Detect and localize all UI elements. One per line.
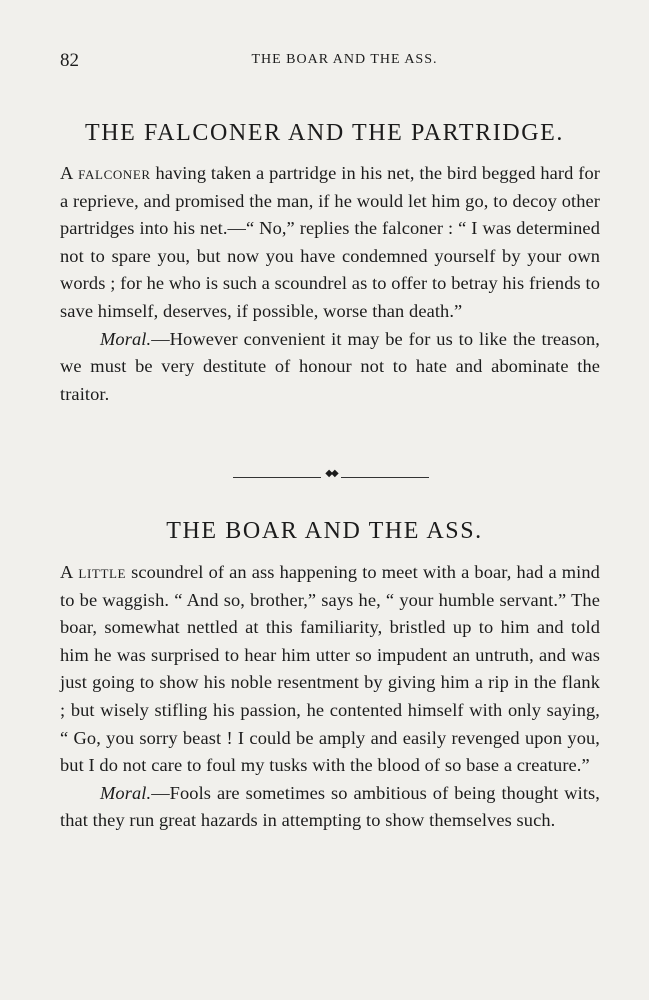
- moral-paragraph: [60, 780, 600, 835]
- divider-line-right: [341, 477, 429, 478]
- fable-body-falconer: [60, 160, 600, 408]
- moral-paragraph: [60, 326, 600, 409]
- fable-text: scoundrel of an ass happening to meet with a boar, had a mind to be waggish. “ And so, brother,” says he, “ your humble servant.” The boar, somewhat nettled at this familiarity, bristled up to him and told him he was surprised to hear him utter so impudent an untruth, and was just going to show his noble resentment by giving him a rip in the flank ; but wisely stifling his passion, he contented himself with only saying, “ Go, you sorry beast ! I could be amply and easily revenged upon you, but I do not care to foul my tusks with the blood of so base a creature.”: [60, 562, 600, 776]
- moral-label: Moral.: [100, 328, 152, 349]
- fable-body-boar: [60, 559, 600, 835]
- divider-line-left: [233, 477, 321, 478]
- running-head: THE BOAR AND THE ASS.: [251, 52, 438, 67]
- lead-words: A little: [60, 562, 127, 582]
- page-header: [60, 50, 589, 74]
- fable-paragraph: [60, 559, 600, 780]
- fable-paragraph: [60, 160, 600, 326]
- fable-title-falconer: THE FALCONER AND THE PARTRIDGE.: [84, 120, 565, 146]
- moral-text: —Fools are sometimes so ambitious of being thought wits, that they run great hazards in attempting to show themselves such.: [60, 782, 600, 831]
- page-number: 82: [60, 50, 79, 71]
- fable-title-boar: THE BOAR AND THE ASS.: [166, 518, 483, 544]
- divider-ornament-icon: ◆◆: [325, 468, 337, 479]
- moral-label: Moral.: [100, 782, 152, 803]
- moral-text: —However convenient it may be for us to like the treason, we must be very destitute of honour not to hate and abominate the traitor.: [60, 328, 600, 404]
- section-divider: [233, 468, 429, 482]
- lead-words: A falconer: [60, 163, 151, 183]
- fable-text: having taken a partridge in his net, the bird begged hard for a reprieve, and promised the man, if he would let him go, to decoy other partridges into his net.—“ No,” replies the falconer : “ I was determined not to spare you, but now you have condemned yourself by your own words ; for he who is such a scoundrel as to offer to betray his friends to save himself, deserves, if possible, worse than death.”: [60, 163, 600, 321]
